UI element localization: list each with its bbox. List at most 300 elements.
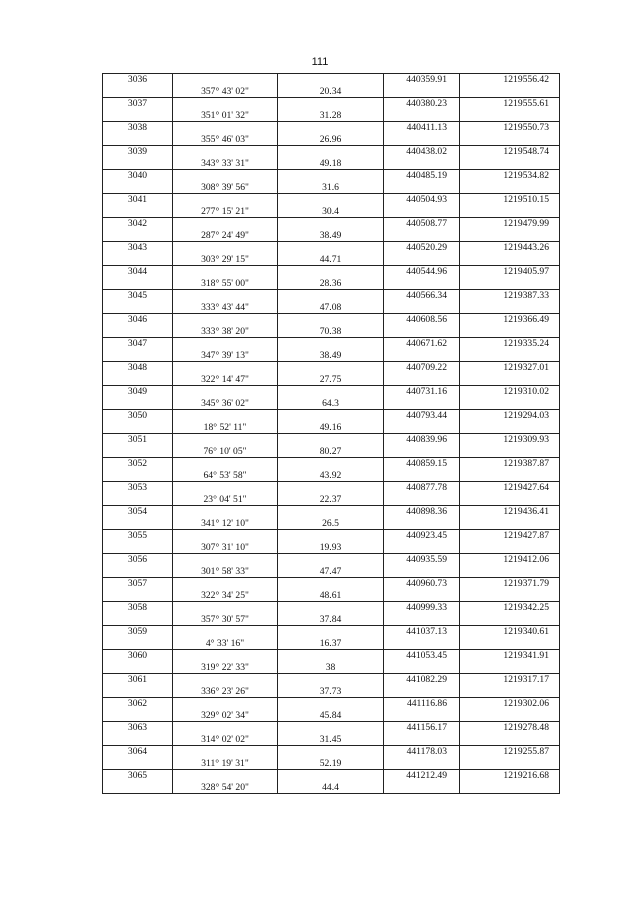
empty-cell xyxy=(173,578,278,590)
empty-cell xyxy=(384,590,460,602)
empty-cell xyxy=(278,482,384,494)
empty-cell xyxy=(103,278,173,290)
empty-cell xyxy=(384,398,460,410)
bearing: 318° 55' 00" xyxy=(173,278,278,290)
course-row xyxy=(103,374,560,386)
northing: 440504.93 xyxy=(384,194,460,206)
course-row xyxy=(103,398,560,410)
distance: 16.37 xyxy=(278,638,384,650)
northing: 440608.56 xyxy=(384,314,460,326)
course-row xyxy=(103,86,560,98)
bearing: 64° 53' 58" xyxy=(173,470,278,482)
empty-cell xyxy=(278,602,384,614)
course-row xyxy=(103,686,560,698)
empty-cell xyxy=(384,206,460,218)
northing: 440411.13 xyxy=(384,122,460,134)
point-id: 3048 xyxy=(103,362,173,374)
empty-cell xyxy=(173,434,278,446)
empty-cell xyxy=(103,662,173,674)
distance: 45.84 xyxy=(278,710,384,722)
bearing: 287° 24' 49" xyxy=(173,230,278,242)
empty-cell xyxy=(460,494,560,506)
empty-cell xyxy=(173,554,278,566)
northing: 440935.59 xyxy=(384,554,460,566)
point-id: 3063 xyxy=(103,722,173,734)
point-row xyxy=(103,602,560,614)
northing: 440566.34 xyxy=(384,290,460,302)
point-row xyxy=(103,194,560,206)
point-row xyxy=(103,362,560,374)
point-row xyxy=(103,770,560,782)
point-id: 3056 xyxy=(103,554,173,566)
bearing: 351° 01' 32" xyxy=(173,110,278,122)
northing: 440877.78 xyxy=(384,482,460,494)
easting: 1219302.06 xyxy=(460,698,560,710)
distance: 28.36 xyxy=(278,278,384,290)
bearing: 355° 46' 03" xyxy=(173,134,278,146)
empty-cell xyxy=(460,134,560,146)
point-row xyxy=(103,218,560,230)
bearing: 343° 33' 31" xyxy=(173,158,278,170)
bearing: 322° 34' 25" xyxy=(173,590,278,602)
empty-cell xyxy=(460,614,560,626)
course-row xyxy=(103,278,560,290)
empty-cell xyxy=(384,134,460,146)
point-row xyxy=(103,650,560,662)
easting: 1219371.79 xyxy=(460,578,560,590)
easting: 1219443.26 xyxy=(460,242,560,254)
empty-cell xyxy=(173,602,278,614)
empty-cell xyxy=(173,146,278,158)
distance: 48.61 xyxy=(278,590,384,602)
easting: 1219550.73 xyxy=(460,122,560,134)
empty-cell xyxy=(103,350,173,362)
point-row xyxy=(103,482,560,494)
empty-cell xyxy=(460,782,560,794)
point-id: 3052 xyxy=(103,458,173,470)
northing: 440508.77 xyxy=(384,218,460,230)
distance: 22.37 xyxy=(278,494,384,506)
empty-cell xyxy=(103,230,173,242)
empty-cell xyxy=(384,566,460,578)
empty-cell xyxy=(384,494,460,506)
distance: 52.19 xyxy=(278,758,384,770)
bearing: 311° 19' 31" xyxy=(173,758,278,770)
easting: 1219387.87 xyxy=(460,458,560,470)
course-row xyxy=(103,230,560,242)
bearing: 23° 04' 51" xyxy=(173,494,278,506)
easting: 1219534.82 xyxy=(460,170,560,182)
course-row xyxy=(103,662,560,674)
empty-cell xyxy=(384,182,460,194)
empty-cell xyxy=(103,86,173,98)
course-row xyxy=(103,782,560,794)
bearing: 308° 39' 56" xyxy=(173,182,278,194)
distance: 38.49 xyxy=(278,350,384,362)
point-row xyxy=(103,170,560,182)
northing: 441212.49 xyxy=(384,770,460,782)
empty-cell xyxy=(173,722,278,734)
empty-cell xyxy=(460,326,560,338)
empty-cell xyxy=(103,614,173,626)
distance: 20.34 xyxy=(278,86,384,98)
empty-cell xyxy=(460,206,560,218)
course-row xyxy=(103,542,560,554)
empty-cell xyxy=(103,398,173,410)
empty-cell xyxy=(384,230,460,242)
northing: 440438.02 xyxy=(384,146,460,158)
course-row xyxy=(103,326,560,338)
bearing: 319° 22' 33" xyxy=(173,662,278,674)
empty-cell xyxy=(173,674,278,686)
empty-cell xyxy=(384,614,460,626)
course-row xyxy=(103,158,560,170)
course-row xyxy=(103,110,560,122)
northing: 440999.33 xyxy=(384,602,460,614)
point-id: 3045 xyxy=(103,290,173,302)
bearing: 357° 43' 02" xyxy=(173,86,278,98)
northing: 440709.22 xyxy=(384,362,460,374)
distance: 31.6 xyxy=(278,182,384,194)
page-number: 111 xyxy=(311,56,329,68)
point-row xyxy=(103,434,560,446)
point-id: 3058 xyxy=(103,602,173,614)
point-row xyxy=(103,122,560,134)
point-id: 3062 xyxy=(103,698,173,710)
northing: 441116.86 xyxy=(384,698,460,710)
bearing: 76° 10' 05" xyxy=(173,446,278,458)
empty-cell xyxy=(384,446,460,458)
point-id: 3046 xyxy=(103,314,173,326)
distance: 31.28 xyxy=(278,110,384,122)
bearing: 341° 12' 10" xyxy=(173,518,278,530)
bearing: 322° 14' 47" xyxy=(173,374,278,386)
empty-cell xyxy=(278,410,384,422)
distance: 27.75 xyxy=(278,374,384,386)
empty-cell xyxy=(103,542,173,554)
empty-cell xyxy=(173,242,278,254)
empty-cell xyxy=(278,626,384,638)
empty-cell xyxy=(460,398,560,410)
empty-cell xyxy=(103,182,173,194)
empty-cell xyxy=(173,290,278,302)
empty-cell xyxy=(278,290,384,302)
empty-cell xyxy=(460,422,560,434)
northing: 440544.96 xyxy=(384,266,460,278)
northing: 441178.03 xyxy=(384,746,460,758)
point-row xyxy=(103,410,560,422)
empty-cell xyxy=(278,770,384,782)
point-row xyxy=(103,626,560,638)
northing: 441053.45 xyxy=(384,650,460,662)
distance: 30.4 xyxy=(278,206,384,218)
empty-cell xyxy=(103,326,173,338)
empty-cell xyxy=(384,782,460,794)
empty-cell xyxy=(278,458,384,470)
course-row xyxy=(103,758,560,770)
empty-cell xyxy=(384,110,460,122)
point-id: 3059 xyxy=(103,626,173,638)
easting: 1219427.64 xyxy=(460,482,560,494)
point-id: 3040 xyxy=(103,170,173,182)
empty-cell xyxy=(460,350,560,362)
northing: 441156.17 xyxy=(384,722,460,734)
point-id: 3049 xyxy=(103,386,173,398)
point-row xyxy=(103,722,560,734)
empty-cell xyxy=(173,194,278,206)
point-id: 3064 xyxy=(103,746,173,758)
empty-cell xyxy=(173,698,278,710)
bearing: 303° 29' 15" xyxy=(173,254,278,266)
empty-cell xyxy=(173,218,278,230)
bearing: 345° 36' 02" xyxy=(173,398,278,410)
empty-cell xyxy=(384,470,460,482)
empty-cell xyxy=(103,422,173,434)
northing: 440859.15 xyxy=(384,458,460,470)
empty-cell xyxy=(384,374,460,386)
easting: 1219405.97 xyxy=(460,266,560,278)
empty-cell xyxy=(173,314,278,326)
northing: 440359.91 xyxy=(384,74,460,86)
bearing: 329° 02' 34" xyxy=(173,710,278,722)
empty-cell xyxy=(384,326,460,338)
empty-cell xyxy=(103,518,173,530)
empty-cell xyxy=(460,662,560,674)
easting: 1219436.41 xyxy=(460,506,560,518)
empty-cell xyxy=(278,146,384,158)
distance: 44.71 xyxy=(278,254,384,266)
empty-cell xyxy=(384,758,460,770)
point-row xyxy=(103,98,560,110)
survey-table-body xyxy=(103,74,560,794)
empty-cell xyxy=(278,386,384,398)
point-id: 3057 xyxy=(103,578,173,590)
point-id: 3041 xyxy=(103,194,173,206)
empty-cell xyxy=(103,134,173,146)
bearing: 4° 33' 16" xyxy=(173,638,278,650)
distance: 31.45 xyxy=(278,734,384,746)
empty-cell xyxy=(278,122,384,134)
course-row xyxy=(103,350,560,362)
empty-cell xyxy=(103,374,173,386)
empty-cell xyxy=(103,590,173,602)
northing: 440671.62 xyxy=(384,338,460,350)
empty-cell xyxy=(460,734,560,746)
northing: 440898.36 xyxy=(384,506,460,518)
point-id: 3061 xyxy=(103,674,173,686)
easting: 1219340.61 xyxy=(460,626,560,638)
empty-cell xyxy=(384,278,460,290)
course-row xyxy=(103,302,560,314)
easting: 1219479.99 xyxy=(460,218,560,230)
empty-cell xyxy=(278,650,384,662)
empty-cell xyxy=(103,638,173,650)
empty-cell xyxy=(278,506,384,518)
course-row xyxy=(103,206,560,218)
point-id: 3038 xyxy=(103,122,173,134)
empty-cell xyxy=(460,590,560,602)
point-row xyxy=(103,530,560,542)
distance: 43.92 xyxy=(278,470,384,482)
point-row xyxy=(103,698,560,710)
point-row xyxy=(103,554,560,566)
empty-cell xyxy=(384,350,460,362)
empty-cell xyxy=(173,74,278,86)
empty-cell xyxy=(384,86,460,98)
empty-cell xyxy=(460,182,560,194)
course-row xyxy=(103,710,560,722)
empty-cell xyxy=(278,362,384,374)
easting: 1219556.42 xyxy=(460,74,560,86)
empty-cell xyxy=(278,266,384,278)
point-row xyxy=(103,458,560,470)
empty-cell xyxy=(103,494,173,506)
empty-cell xyxy=(460,710,560,722)
empty-cell xyxy=(103,734,173,746)
empty-cell xyxy=(103,302,173,314)
northing: 440923.45 xyxy=(384,530,460,542)
empty-cell xyxy=(460,302,560,314)
easting: 1219387.33 xyxy=(460,290,560,302)
empty-cell xyxy=(173,386,278,398)
distance: 47.47 xyxy=(278,566,384,578)
northing: 441082.29 xyxy=(384,674,460,686)
course-row xyxy=(103,182,560,194)
point-row xyxy=(103,506,560,518)
course-row xyxy=(103,254,560,266)
empty-cell xyxy=(278,98,384,110)
course-row xyxy=(103,638,560,650)
easting: 1219548.74 xyxy=(460,146,560,158)
distance: 47.08 xyxy=(278,302,384,314)
easting: 1219278.48 xyxy=(460,722,560,734)
bearing: 314° 02' 02" xyxy=(173,734,278,746)
easting: 1219255.87 xyxy=(460,746,560,758)
empty-cell xyxy=(460,470,560,482)
empty-cell xyxy=(460,230,560,242)
empty-cell xyxy=(173,746,278,758)
empty-cell xyxy=(460,518,560,530)
empty-cell xyxy=(103,782,173,794)
empty-cell xyxy=(103,110,173,122)
point-id: 3036 xyxy=(103,74,173,86)
distance: 44.4 xyxy=(278,782,384,794)
empty-cell xyxy=(278,74,384,86)
bearing: 277° 15' 21" xyxy=(173,206,278,218)
point-row xyxy=(103,74,560,86)
point-id: 3053 xyxy=(103,482,173,494)
empty-cell xyxy=(103,470,173,482)
empty-cell xyxy=(103,758,173,770)
point-row xyxy=(103,266,560,278)
empty-cell xyxy=(278,554,384,566)
distance: 38 xyxy=(278,662,384,674)
empty-cell xyxy=(460,278,560,290)
easting: 1219294.03 xyxy=(460,410,560,422)
empty-cell xyxy=(384,422,460,434)
point-id: 3044 xyxy=(103,266,173,278)
northing: 440793.44 xyxy=(384,410,460,422)
distance: 37.84 xyxy=(278,614,384,626)
distance: 49.18 xyxy=(278,158,384,170)
bearing: 307° 31' 10" xyxy=(173,542,278,554)
empty-cell xyxy=(278,578,384,590)
northing: 440731.16 xyxy=(384,386,460,398)
course-row xyxy=(103,494,560,506)
point-id: 3065 xyxy=(103,770,173,782)
empty-cell xyxy=(384,662,460,674)
empty-cell xyxy=(460,446,560,458)
empty-cell xyxy=(460,542,560,554)
empty-cell xyxy=(173,122,278,134)
survey-table xyxy=(102,73,560,794)
empty-cell xyxy=(173,410,278,422)
empty-cell xyxy=(173,338,278,350)
point-row xyxy=(103,290,560,302)
northing: 441037.13 xyxy=(384,626,460,638)
easting: 1219327.01 xyxy=(460,362,560,374)
easting: 1219427.87 xyxy=(460,530,560,542)
point-row xyxy=(103,242,560,254)
empty-cell xyxy=(278,698,384,710)
empty-cell xyxy=(173,530,278,542)
empty-cell xyxy=(384,158,460,170)
empty-cell xyxy=(103,254,173,266)
northing: 440839.96 xyxy=(384,434,460,446)
easting: 1219412.06 xyxy=(460,554,560,566)
bearing: 333° 38' 20" xyxy=(173,326,278,338)
bearing: 357° 30' 57" xyxy=(173,614,278,626)
empty-cell xyxy=(460,758,560,770)
empty-cell xyxy=(384,638,460,650)
empty-cell xyxy=(384,254,460,266)
empty-cell xyxy=(278,218,384,230)
easting: 1219342.25 xyxy=(460,602,560,614)
point-id: 3042 xyxy=(103,218,173,230)
distance: 26.5 xyxy=(278,518,384,530)
empty-cell xyxy=(384,542,460,554)
empty-cell xyxy=(103,158,173,170)
distance: 38.49 xyxy=(278,230,384,242)
empty-cell xyxy=(460,638,560,650)
northing: 440380.23 xyxy=(384,98,460,110)
point-row xyxy=(103,746,560,758)
empty-cell xyxy=(278,746,384,758)
empty-cell xyxy=(173,362,278,374)
easting: 1219317.17 xyxy=(460,674,560,686)
point-id: 3037 xyxy=(103,98,173,110)
empty-cell xyxy=(173,98,278,110)
point-id: 3051 xyxy=(103,434,173,446)
distance: 49.16 xyxy=(278,422,384,434)
easting: 1219555.61 xyxy=(460,98,560,110)
empty-cell xyxy=(460,158,560,170)
point-id: 3050 xyxy=(103,410,173,422)
easting: 1219216.68 xyxy=(460,770,560,782)
point-row xyxy=(103,338,560,350)
empty-cell xyxy=(173,458,278,470)
point-row xyxy=(103,386,560,398)
empty-cell xyxy=(173,266,278,278)
easting: 1219510.15 xyxy=(460,194,560,206)
course-row xyxy=(103,446,560,458)
empty-cell xyxy=(460,110,560,122)
point-id: 3043 xyxy=(103,242,173,254)
empty-cell xyxy=(460,566,560,578)
empty-cell xyxy=(460,686,560,698)
course-row xyxy=(103,518,560,530)
empty-cell xyxy=(103,206,173,218)
